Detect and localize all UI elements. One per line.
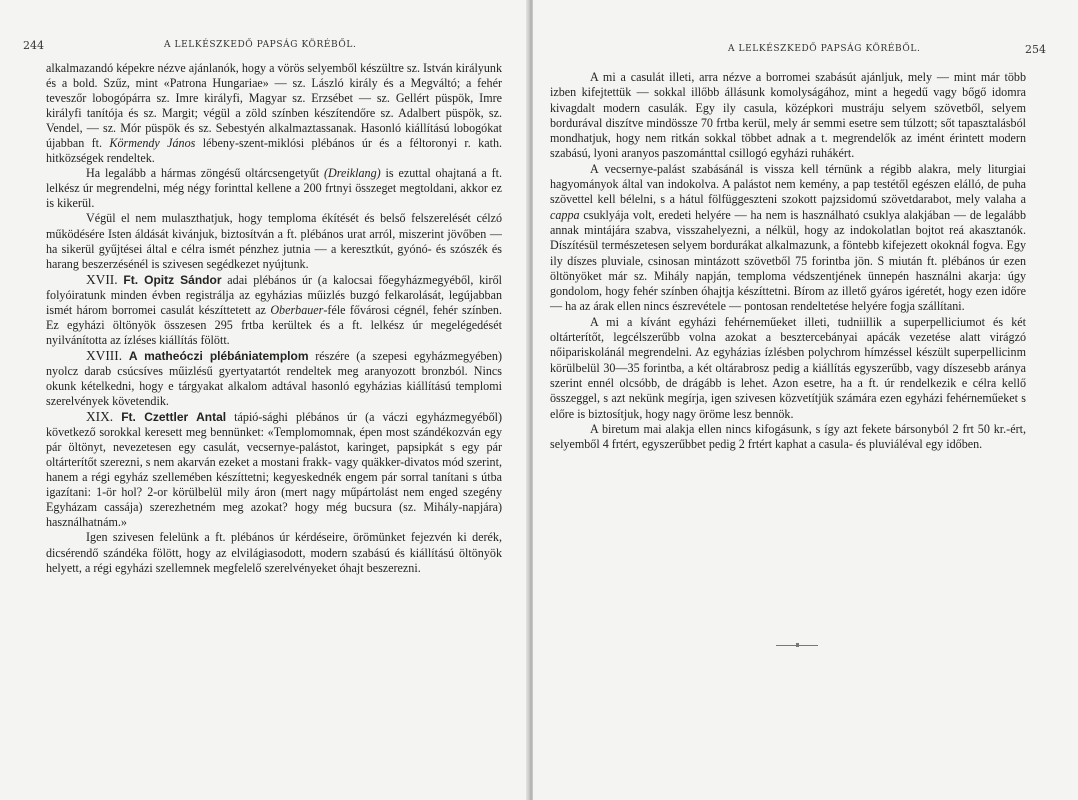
paragraph: alkalmazandó képekre nézve ajánlanók, hogy a vörös selyemből készültre sz. István királyunk és a bold. Szűz, mint «Patrona Hungariae» — sz. László király és a Megváltó; a fehér teveszőr lobogópárra sz. Imre királyfi, Magyar sz. Erzsébet — sz. Gellért püspök, Imre királyfi tanítója és sz. Margit; végül a zöld színben készítendőre sz. Adalbert püspök, sz. Vendel, — sz. Mór püspök és sz. Sebestyén alkalmaztassanak. Hasonló kiállítású lobogókat újabban ft. Körmendy János lébeny-szent-miklósi plébános úr és a féltoronyi r. kath. hitközségek rendeltek. — [46, 61, 503, 166]
left-page — [0, 0, 529, 800]
paragraph: A mi a casulát illeti, arra nézve a borromei szabásút ajánljuk, mely — mint már több izben kifejtettük — sokkal illőbb állásunk komolyságához, mint a hegedű vagy bőgő idomra kivagdalt modern casulák. Egy ily casula, középkori mustráju selyem szövetből, selyem bordurával diszítve mindössze 70 frtba kerül, mely ár semmi esetre sem túlzott; sőt tapasztalásból mondhatjuk, hogy nem ritkán sokkal többet adnak a t. megrendelők az imént érintett modern szabású, lyoni aranyos paszománttal csillogó egyházi ruhákért. — [550, 70, 1026, 161]
paragraph: Igen szivesen felelünk a ft. plébános úr kérdéseire, örömünket fejezvén ki derék, dicsérendő szándéka fölött, hogy az elvilágiasodott, modern szabású és kiállítású öltönyök helyett, a régi egyházi szellemnek megfelelő szerelvényeket óhajt beszerezni. — [46, 530, 502, 575]
paragraph: A mi a kívánt egyházi fehérneműeket illeti, tudniillik a superpelliciumot és két oltárterítőt, legcélszerűbb volna azokat a besztercebányai apácák vezetése alatt virágzó nőipariskolánál megrendelni. Az egyházias ízlésben polychrom hímzéssel készült superpellicinm körülbelül 30—35 forintba, a két oltárabrosz pedig a kiállítás egyszerűbb, vagy díszesebb aránya szerint ennél olcsóbb, de drágább is lehet. Azon esetre, ha a ft. úr rendelkezik e célra kellő összeggel, s azt nekünk megírja, igen szivesen közvetítjük számára ezen egyházi fehérneműeket s előre is biztosítjuk, hogy nagy öröme lesz bennök. — [550, 314, 1026, 421]
section-name: Ft. Opitz Sándor — [123, 272, 222, 287]
running-header-left: A LELKÉSZKEDŐ PAPSÁG KÖRÉBŐL. — [164, 40, 357, 50]
section-xvii: XVII. Ft. Opitz Sándor adai plébános úr (a kalocsai főegyházmegyéből, kiről folyóiratunk minden évben registrálja az egyházias műizlés buzgó felkarolását, legújabban ismét három borromei casulát készíttetett az Oberbauer-féle fővárosi cégnél, fehér színben. Ez egyházi öltönyök összesen 295 frtba kerültek és a ft. lelkész úr megelégedését nyilvánította az ízléses kiállítás fölött. — [46, 271, 502, 347]
section-name: A matheóczi plébániatemplom — [128, 348, 309, 363]
section-xviii: XVIII. A matheóczi plébániatemplom részére (a szepesi egyházmegyében) nyolcz darab csúcsíves műizlésű gyertyatartót rendeltek meg aranyozott bronzból. Nincs okunk kételkedni, hogy e tárgyakat alkalom adtával hasonló egyházias kiállítású templomi szerelvények követendik. — [46, 347, 502, 409]
left-page-text — [46, 61, 502, 576]
page-number-right: 254 — [1025, 43, 1046, 56]
section-name: Ft. Czettler Antal — [121, 410, 227, 425]
running-header-right: A LELKÉSZKEDŐ PAPSÁG KÖRÉBŐL. — [728, 44, 921, 54]
paragraph: A vecsernye-palást szabásánál is vissza kell térnünk a régibb alakra, mely liturgiai hagyományok által van indokolva. A palástot nem kemény, a pap testétől egészen elálló, de puha szövettel kell bélelni, s a hátul fölfüggeszteni szokott pajzsidomú szövetdarabot, mely valaha a cappa csuklyája volt, eredeti helyére — ha nem is használható csuklya alakjában — de legalább annak mintájára szabva, visszahelyezni, a nélkül, hogy az indokolatlan bojtot reá akasztanók. Díszítésül természetesen selyem bordurákat alkalmazunk, a föntebb kifejezett okoknál fogva. Egy ily díszes pluviale, csinosan mintázott szövetből 75 forintba jön. S miután ft. plébános úr ezen öltönyöket már sz. Mihály napján, temploma védszentjének ünnepén használni akarja: úgy gondolom, hogy fehér színben óhajtja készíttetni. Bírom az illető gyáros igéretét, hogy ezen időre — ha az árak ellen nincs észrevétele — pontosan rendeltetése helyére fogja szállítani. — [550, 161, 1026, 314]
page-number-left: 244 — [23, 39, 44, 52]
right-page-text — [550, 70, 1026, 452]
right-page — [533, 0, 1078, 800]
end-ornament — [776, 645, 818, 646]
paragraph: Ha legalább a hármas zöngésű oltárcsengetyűt (Dreiklang) is ezuttal ohajtaná a ft. lelkész úr megrendelni, még négy forinttal kellene a 200 frtnyi összeget megtoldani, akkor ez is kikerül. — [46, 166, 502, 211]
section-xix: XIX. Ft. Czettler Antal tápió-sághi plébános úr (a váczi egyházmegyéből) következő sorokkal keresett meg bennünket: «Templomomnak, épen most szándékozván egy pár öltönyt, nevezetesen egy casulát, vecsernye-palástot, karinget, papsipkát s egy pár oltárterítőt szerezni, s nem akarván ezeket a mostani frakk- vagy quäkker-divatos mód szerint, hanem a régi egyház szellemében készíttetni; kegyeskednék engem pár sorral tanítani s útba igazítani: 1-ör hol? 2-or körülbelül mily áron (mert nagy műpártolást nem enged szegény Egyházam cassája) szerezhetném meg azokat? hogy még bucsura (sz. Mihály-napjára) használhatnám.» — [46, 409, 502, 530]
paragraph: Végül el nem mulaszthatjuk, hogy temploma ékítését és belső felszerelését célzó működésére Isten áldását kivánjuk, biztosítván a ft. plébános urat arról, miszerint jövőben — ha sikerül gyűjtései által e célra ismét pénzhez jutnia — a keresztkút, gyónó- és szószék és harang beszerzésénél is szivesen segédkezet nyújtunk. — [46, 211, 502, 271]
paragraph: A biretum mai alakja ellen nincs kifogásunk, s így azt fekete bársonyból 2 frt 50 kr.-ért, selyemből 4 frtért, egyszerűbbet pedig 2 frtért kaphat a casula- és pluviáléval egy időben. — [550, 421, 1026, 452]
